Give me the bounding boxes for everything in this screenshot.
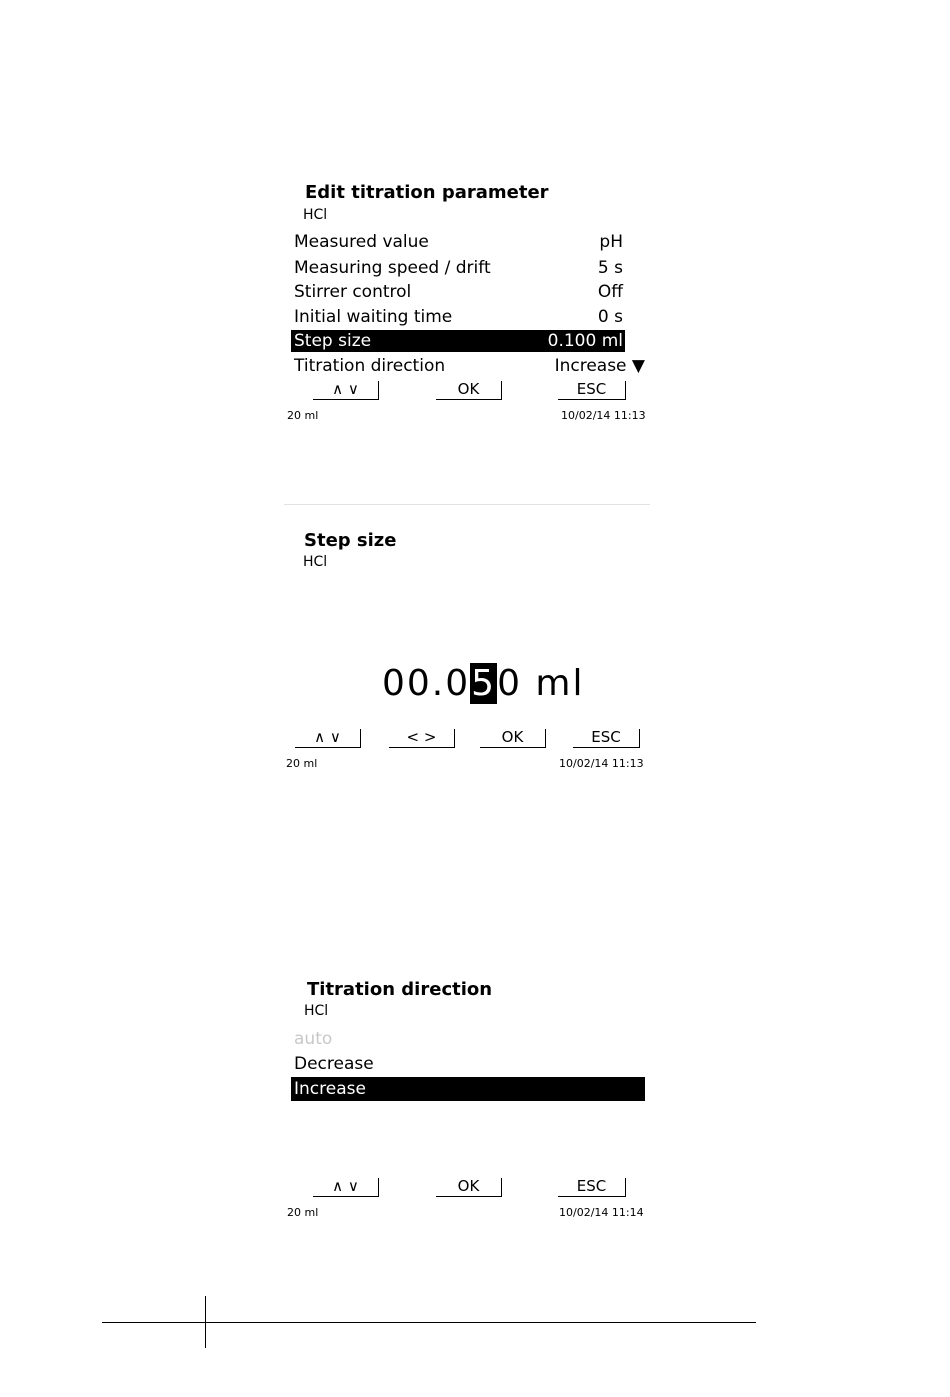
esc-softkey[interactable]: ESC	[558, 1178, 626, 1197]
esc-softkey[interactable]: ESC	[558, 381, 626, 400]
edit-titration-parameter-screen	[283, 180, 651, 430]
burette-volume: 20 ml	[286, 757, 318, 770]
burette-volume: 20 ml	[287, 1206, 319, 1219]
param-label: Measured value	[294, 232, 429, 252]
param-value: 5 s	[597, 258, 623, 278]
param-label: Titration direction	[294, 356, 446, 376]
param-row-measured-value[interactable]	[291, 231, 625, 253]
ok-softkey[interactable]: OK	[436, 1178, 502, 1197]
ok-softkey[interactable]: OK	[436, 381, 502, 400]
option-decrease[interactable]: Decrease	[294, 1054, 374, 1074]
page-footer-rule	[102, 1322, 756, 1323]
cursor-digit[interactable]: 5	[471, 663, 497, 704]
burette-volume: 20 ml	[287, 409, 319, 422]
date-time: 10/02/14 11:14	[559, 1206, 644, 1219]
screen-title: Titration direction	[307, 979, 493, 1000]
param-row-initial-waiting-time[interactable]	[291, 306, 625, 328]
step-size-value-editor[interactable]	[382, 662, 584, 706]
option-increase[interactable]: Increase	[291, 1077, 645, 1101]
ok-softkey[interactable]: OK	[480, 729, 546, 748]
param-label: Step size	[294, 331, 372, 351]
up-down-softkey[interactable]: ∧ ∨	[313, 1178, 379, 1197]
param-label: Initial waiting time	[294, 307, 453, 327]
param-row-stirrer-control[interactable]	[291, 281, 625, 303]
screen-title: Step size	[304, 530, 397, 551]
value-digits-before: 00.0	[382, 663, 471, 704]
screen-title: Edit titration parameter	[305, 182, 549, 203]
screen-subtitle: HCl	[303, 207, 328, 223]
option-auto: auto	[294, 1029, 333, 1049]
param-value: 0 s	[597, 307, 623, 327]
up-down-softkey[interactable]: ∧ ∨	[313, 381, 379, 400]
esc-softkey[interactable]: ESC	[573, 729, 640, 748]
param-row-titration-direction[interactable]	[291, 355, 645, 377]
param-label: Stirrer control	[294, 282, 412, 302]
titration-direction-screen	[283, 977, 651, 1227]
screen-subtitle: HCl	[303, 554, 328, 570]
divider	[284, 504, 650, 505]
up-down-softkey[interactable]: ∧ ∨	[295, 729, 361, 748]
screen-subtitle: HCl	[304, 1003, 329, 1019]
left-right-softkey[interactable]: < >	[389, 729, 455, 748]
param-value: 0.100 ml	[547, 331, 623, 351]
param-value: Off	[597, 282, 623, 302]
param-row-measuring-speed[interactable]	[291, 257, 625, 279]
param-label: Measuring speed / drift	[294, 258, 491, 278]
date-time: 10/02/14 11:13	[559, 757, 644, 770]
param-value-dropdown[interactable]: Increase ▼	[554, 356, 645, 376]
param-value: pH	[599, 232, 623, 252]
param-row-step-size[interactable]	[291, 330, 625, 352]
page-footer-tick	[205, 1296, 206, 1348]
step-size-screen	[283, 528, 651, 778]
value-digits-after: 0 ml	[497, 663, 585, 704]
date-time: 10/02/14 11:13	[561, 409, 646, 422]
